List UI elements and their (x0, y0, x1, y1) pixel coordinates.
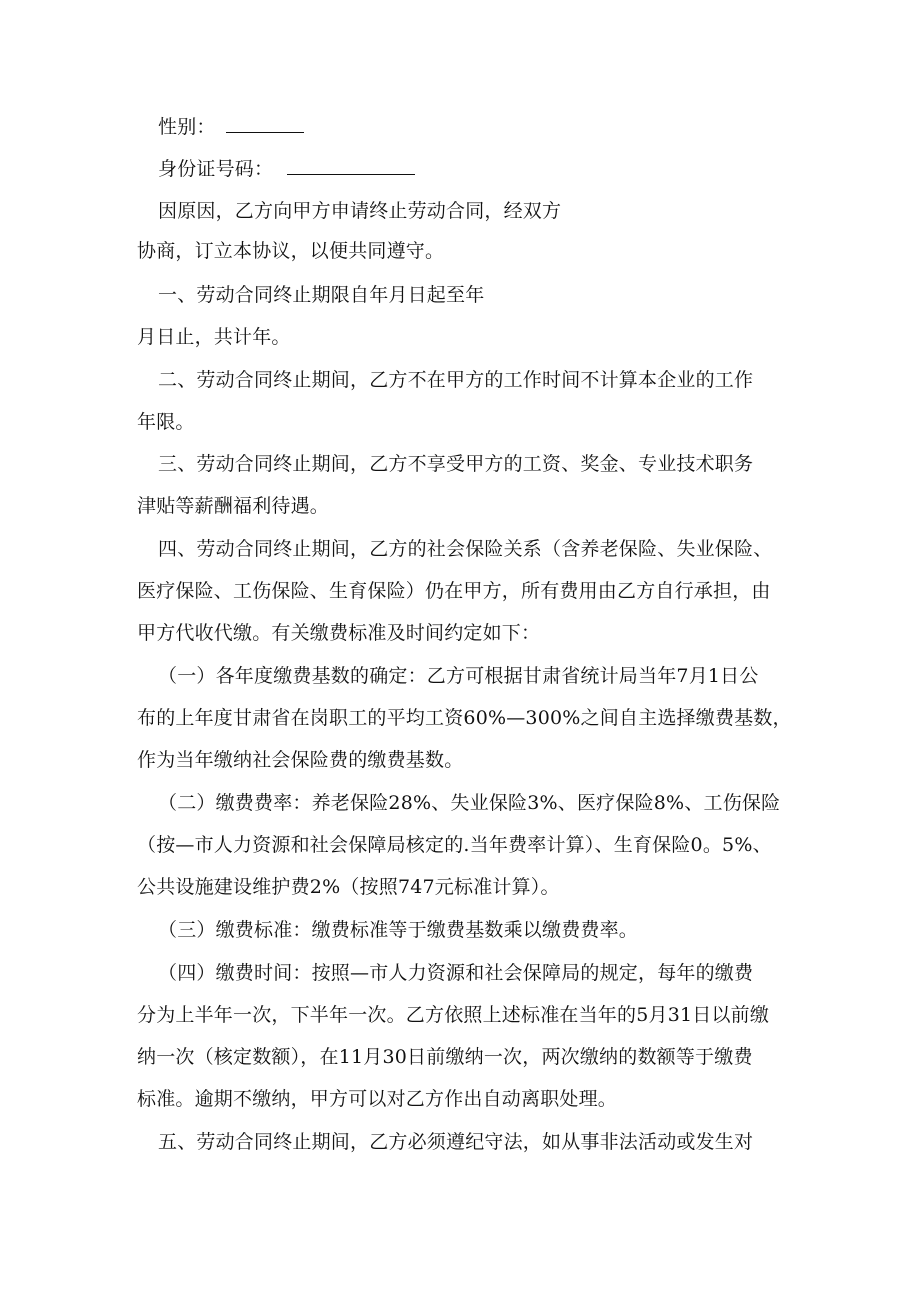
subclause-2-line: （按—市人力资源和社会保障局核定的.当年费率计算）、生育保险0。5%、 (137, 834, 772, 856)
subclause-4-line: （四）缴费时间：按照—市人力资源和社会保障局的规定，每年的缴费 (158, 962, 754, 984)
clause-1-line: 月日止，共计年。 (137, 326, 291, 348)
subclause-3-line: （三）缴费标准：缴费标准等于缴费基数乘以缴费费率。 (158, 919, 639, 941)
gender-blank[interactable] (226, 114, 304, 133)
subclause-2-line: 公共设施建设维护费2%（按照747元标准计算）。 (137, 876, 560, 898)
gender-field (158, 114, 304, 139)
clause-3-line: 津贴等薪酬福利待遇。 (137, 495, 330, 517)
intro-paragraph-line: 因原因，乙方向甲方申请终止劳动合同，经双方 (158, 200, 562, 222)
subclause-2-line: （二）缴费费率：养老保险28%、失业保险3%、医疗保险8%、工伤保险 (158, 792, 781, 814)
intro-paragraph-line: 协商，订立本协议，以便共同遵守。 (137, 240, 445, 262)
clause-3-line: 三、劳动合同终止期间，乙方不享受甲方的工资、奖金、专业技术职务 (158, 453, 754, 475)
subclause-4-line: 纳一次（核定数额），在11月30日前缴纳一次，两次缴纳的数额等于缴费 (137, 1046, 753, 1068)
id-number-label: 身份证号码： (158, 158, 274, 180)
gender-label: 性别： (158, 116, 216, 138)
subclause-4-line: 标准。逾期不缴纳，甲方可以对乙方作出自动离职处理。 (137, 1088, 618, 1110)
clause-4-line: 四、劳动合同终止期间，乙方的社会保险关系（含养老保险、失业保险、 (158, 538, 773, 560)
subclause-1-line: 作为当年缴纳社会保险费的缴费基数。 (137, 749, 464, 771)
subclause-1-line: （一）各年度缴费基数的确定：乙方可根据甘肃省统计局当年7月1日公 (158, 665, 759, 687)
id-number-field (158, 156, 415, 181)
clause-4-line: 医疗保险、工伤保险、生育保险）仍在甲方，所有费用由乙方自行承担，由 (137, 580, 771, 602)
clause-2-line: 年限。 (137, 411, 195, 433)
subclause-1-line: 布的上年度甘肃省在岗职工的平均工资60%—300%之间自主选择缴费基数， (137, 707, 792, 729)
clause-1-line: 一、劳动合同终止期限自年月日起至年 (158, 284, 485, 306)
clause-2-line: 二、劳动合同终止期间，乙方不在甲方的工作时间不计算本企业的工作 (158, 369, 754, 391)
clause-4-line: 甲方代收代缴。有关缴费标准及时间约定如下： (137, 622, 541, 644)
subclause-4-line: 分为上半年一次，下半年一次。乙方依照上述标准在当年的5月31日以前缴 (137, 1004, 770, 1026)
id-number-blank[interactable] (287, 156, 415, 175)
clause-5-line: 五、劳动合同终止期间，乙方必须遵纪守法，如从事非法活动或发生对 (158, 1131, 754, 1153)
